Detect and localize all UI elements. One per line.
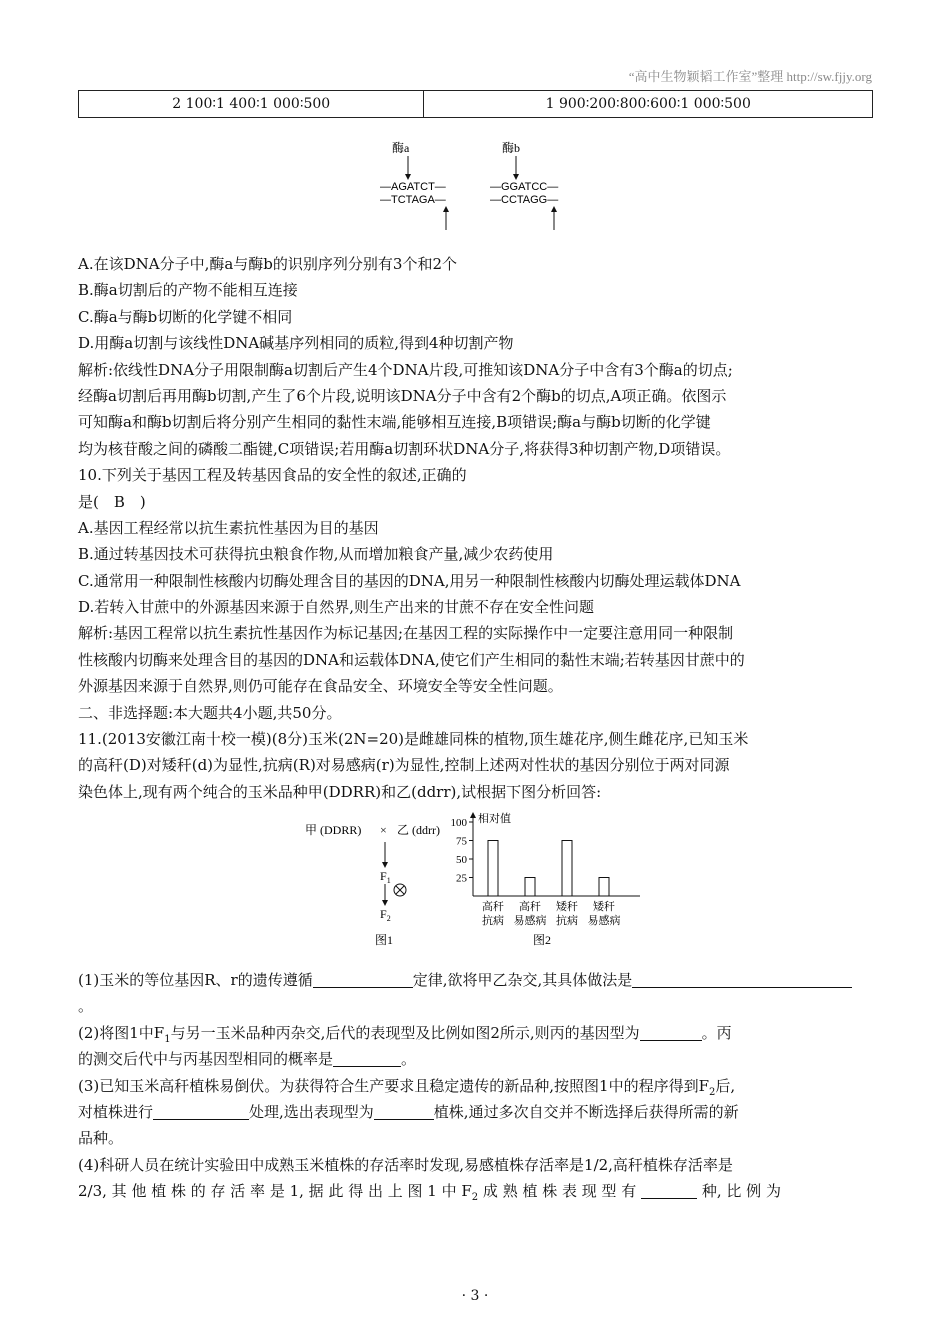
bar-1 [488, 841, 498, 897]
q9-analysis-line: 解析:依线性DNA分子用限制酶a切割后产生4个DNA片段,可推知该DNA分子中含有3个酶a的切点; [78, 360, 733, 379]
category-label: 抗病 [556, 915, 578, 927]
q9-analysis-line: 经酶a切割后再用酶b切割,产生了6个片段,说明该DNA分子中含有2个酶b的切点,A项正确。依图示 [78, 386, 727, 405]
enzyme-b-label: 酶b [502, 141, 521, 155]
parent-b-label: 乙 (ddrr) [397, 823, 440, 837]
answer-blank[interactable] [374, 1101, 434, 1120]
q11-stem-line: 染色体上,现有两个纯合的玉米品种甲(DDRR)和乙(ddrr),试根据下图分析回答: [78, 782, 602, 801]
seq-a-bottom: —TCTAGA— [380, 194, 446, 206]
answer-blank[interactable] [641, 1180, 697, 1199]
page-number: · 3 · [461, 1288, 489, 1304]
q9-analysis-line: 均为核苷酸之间的磷酸二酯键,C项错误;若用酶a切割环状DNA分子,将获得3种切割产物,D项错误。 [78, 439, 731, 458]
y-axis-arrowhead [470, 812, 476, 818]
enzyme-b-arrowhead-down [513, 174, 519, 180]
q11-part3-line3: 品种。 [78, 1129, 124, 1148]
bar-4 [599, 878, 609, 897]
q10-answer-line: 是( B ) [78, 492, 146, 511]
category-label: 高秆 [519, 901, 541, 913]
ratio-cell-left: 2 100∶1 400∶1 000∶500 [79, 91, 424, 118]
enzyme-a-label: 酶a [392, 141, 410, 155]
q10-analysis-line: 外源基因来源于自然界,则仍可能存在食品安全、环境安全等安全性问题。 [78, 677, 563, 696]
enzyme-a-arrowhead-down [405, 174, 411, 180]
figure-1-caption: 图1 [375, 933, 394, 947]
enzyme-figure [380, 140, 580, 232]
q9-option-c: C.酶a与酶b切断的化学键不相同 [78, 307, 293, 326]
table-row [79, 91, 873, 118]
y-tick-label: 100 [450, 817, 467, 829]
header-source-note: “高中生物颖韬工作室”整理 http://sw.fjjy.org [628, 69, 872, 84]
q11-stem-line: 的高秆(D)对矮秆(d)为显性,抗病(R)对易感病(r)为显性,控制上述两对性状的基因分别位于两对同源 [78, 756, 730, 775]
q10-analysis-line: 性核酸内切酶来处理含目的基因的DNA和运载体DNA,使它们产生相同的黏性末端;若转基因甘蔗中的 [78, 650, 745, 669]
figure-2-bar-chart [451, 812, 641, 947]
enzyme-a-arrowhead-up [443, 206, 449, 212]
category-label: 矮秆 [593, 901, 615, 913]
ratio-cell-right: 1 900∶200∶800∶600∶1 000∶500 [424, 91, 873, 118]
answer-blank[interactable] [333, 1048, 401, 1067]
q11-part1-end: 。 [78, 997, 94, 1016]
answer-blank[interactable] [153, 1101, 249, 1120]
question-block-2 [78, 967, 873, 1205]
enzyme-b-arrowhead-up [551, 206, 557, 212]
y-tick-label: 25 [456, 872, 467, 885]
q11-stem-line: 11.(2013安徽江南十校一模)(8分)玉米(2N=20)是雌雄同株的植物,顶生雄花序,侧生雌花序,已知玉米 [78, 730, 749, 749]
q10-option-c: C.通常用一种限制性核酸内切酶处理含目的基因的DNA,用另一种限制性核酸内切酶处理运载体DNA [78, 571, 741, 590]
category-label: 易感病 [513, 915, 547, 927]
y-axis-label: 相对值 [478, 813, 511, 825]
q11-part2-line2: 的测交后代中与丙基因型相同的概率是 。 [78, 1050, 417, 1069]
figure-1-cross-diagram [305, 823, 440, 947]
seq-a-top: —AGATCT— [380, 181, 446, 193]
bar-2 [525, 878, 535, 897]
y-tick-label: 50 [456, 854, 467, 866]
figure-2-caption: 图2 [533, 933, 552, 947]
y-tick-label: 75 [456, 835, 467, 848]
q9-option-d: D.用酶a切割与该线性DNA碱基序列相同的质粒,得到4种切割产物 [78, 334, 514, 353]
q10-analysis-line: 解析:基因工程常以抗生素抗性基因作为标记基因;在基因工程的实际操作中一定要注意用同一种限制 [78, 624, 734, 643]
q11-part1: (1)玉米的等位基因R、r的遗传遵循 定律,欲将甲乙杂交,其具体做法是 [78, 967, 873, 993]
seq-b-top: —GGATCC— [490, 181, 559, 193]
q10-stem: 10.下列关于基因工程及转基因食品的安全性的叙述,正确的 [78, 466, 467, 485]
answer-blank[interactable] [313, 969, 413, 988]
ratio-table [78, 90, 873, 118]
q9-option-b: B.酶a切割后的产物不能相互连接 [78, 281, 298, 300]
q11-part3-line2: 对植株进行 处理,选出表现型为 植株,通过多次自交并不断选择后获得所需的新 [78, 1102, 739, 1121]
q11-part4-line2: 2/3, 其 他 植 株 的 存 活 率 是 1, 据 此 得 出 上 图 1 中 $F_2$ 成 熟 植 株 表 现 型 有 种, 比 例 为 [78, 1182, 781, 1204]
f1-label: $F_1$ [380, 869, 391, 885]
self-cross-icon [394, 884, 406, 896]
q9-analysis-line: 可知酶a和酶b切割后将分别产生相同的黏性末端,能够相互连接,B项错误;酶a与酶b切断的化学键 [78, 413, 711, 432]
selfing-arrowhead [382, 900, 388, 906]
q9-option-a: A.在该DNA分子中,酶a与酶b的识别序列分别有3个和2个 [78, 255, 457, 273]
cross-arrowhead [382, 862, 388, 868]
q11-part4: (4)科研人员在统计实验田中成熟玉米植株的存活率时发现,易感植株存活率是1/2,高秆植株存活率是 [78, 1155, 733, 1174]
seq-b-bottom: —CCTAGG— [490, 194, 559, 206]
category-label: 高秆 [482, 901, 504, 913]
genetics-figures [305, 812, 645, 950]
category-label: 抗病 [482, 915, 504, 927]
f2-label: $F_2$ [380, 907, 391, 923]
answer-blank[interactable] [632, 969, 852, 988]
q11-part3: (3)已知玉米高秆植株易倒伏。为获得符合生产要求且稳定遗传的新品种,按照图1中的程序得到$F_2$后, [78, 1076, 736, 1098]
parent-a-label: 甲 (DDRR) [305, 823, 362, 837]
q11-part2: (2)将图1中$F_1$与另一玉米品种丙杂交,后代的表现型及比例如图2所示,则丙的基因型为 。丙 [78, 1023, 732, 1045]
question-block-1 [78, 251, 873, 805]
q10-option-a: A.基因工程经常以抗生素抗性基因为目的基因 [78, 518, 379, 537]
cross-symbol: × [380, 823, 387, 837]
answer-blank[interactable] [640, 1022, 702, 1041]
category-label: 矮秆 [556, 901, 578, 913]
bar-3 [562, 841, 572, 897]
q10-option-d: D.若转入甘蔗中的外源基因来源于自然界,则生产出来的甘蔗不存在安全性问题 [78, 598, 595, 617]
section-title: 二、非选择题:本大题共4小题,共50分。 [78, 703, 342, 722]
category-label: 易感病 [587, 915, 621, 927]
q10-option-b: B.通过转基因技术可获得抗虫粮食作物,从而增加粮食产量,减少农药使用 [78, 545, 554, 564]
